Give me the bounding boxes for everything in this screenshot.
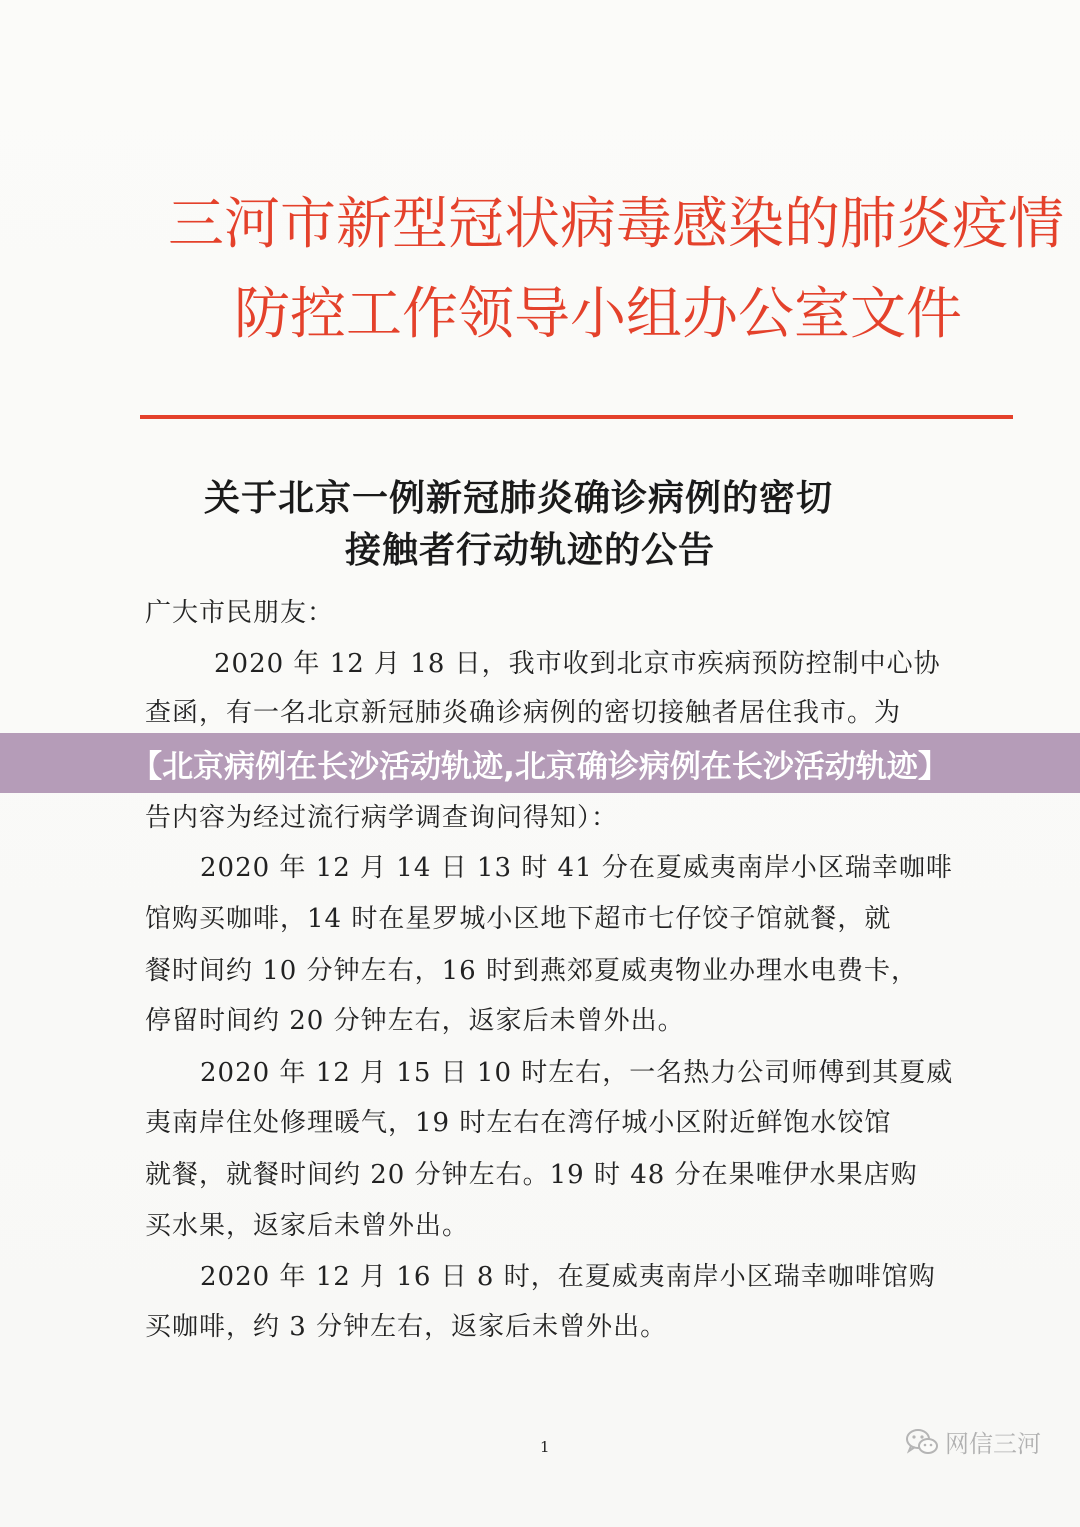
salutation: 广大市民朋友： [145,598,335,628]
paragraph-line: 买咖啡，约 3 分钟左右，返家后未曾外出。 [145,1312,668,1342]
issuer-header-line-1: 三河市新型冠状病毒感染的肺炎疫情 [168,192,1064,257]
source-watermark [905,1424,1041,1459]
paragraph-line: 餐时间约 10 分钟左右，16 时到燕郊夏威夷物业办理水电费卡， [145,956,918,986]
header-divider [140,415,1013,419]
watermark-text: 网信三河 [945,1430,1041,1458]
banner-text: 【北京病例在长沙活动轨迹,北京确诊病例在长沙活动轨迹】 [131,748,949,785]
paragraph-line: 就餐，就餐时间约 20 分钟左右。19 时 48 分在果唯伊水果店购 [145,1160,918,1190]
page-number: 1 [540,1438,550,1456]
paragraph-line: 2020 年 12 月 15 日 10 时左右，一名热力公司师傅到其夏威 [200,1058,954,1088]
paragraph-line: 查函，有一名北京新冠肺炎确诊病例的密切接触者居住我市。为 [145,698,902,728]
paragraph-line: 2020 年 12 月 16 日 8 时，在夏威夷南岸小区瑞幸咖啡馆购 [200,1262,936,1292]
issuer-header-line-2: 防控工作领导小组办公室文件 [234,282,962,347]
paragraph-line: 2020 年 12 月 18 日，我市收到北京市疾病预防控制中心协 [214,649,941,679]
paragraph-line: 馆购买咖啡，14 时在星罗城小区地下超市七仔饺子馆就餐，就 [145,904,892,934]
paragraph-line: 2020 年 12 月 14 日 13 时 41 分在夏威夷南岸小区瑞幸咖啡 [200,853,953,883]
paragraph-line: 停留时间约 20 分钟左右，返家后未曾外出。 [145,1006,685,1036]
wechat-icon [905,1427,939,1457]
paragraph-line: 夷南岸住处修理暖气，19 时左右在湾仔城小区附近鲜饱水饺馆 [145,1108,892,1138]
paragraph-line: 告内容为经过流行病学调查询问得知）： [145,803,619,833]
notice-title-line-1: 关于北京一例新冠肺炎确诊病例的密切 [204,477,834,519]
notice-title-line-2: 接触者行动轨迹的公告 [345,529,716,571]
paragraph-line: 买水果，返家后未曾外出。 [145,1211,470,1241]
overlay-banner [0,733,1080,793]
